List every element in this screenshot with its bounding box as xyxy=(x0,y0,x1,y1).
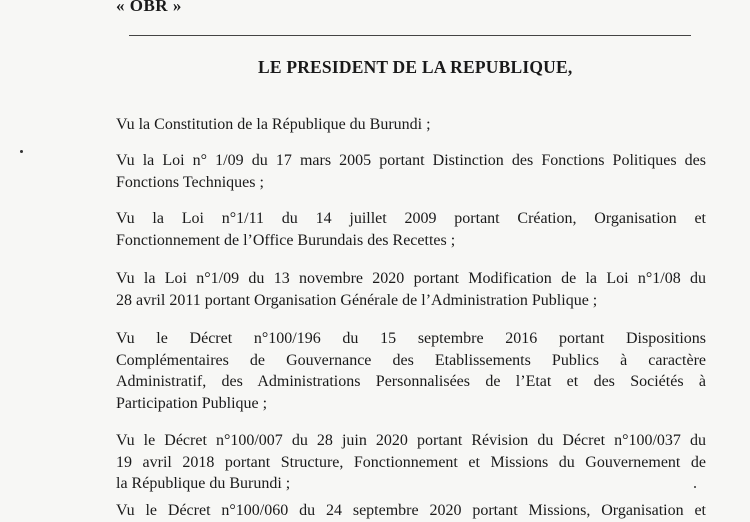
paragraph-line: Vu le Décret n°100/060 du 24 septembre 2020 portant Missions, Organisation et xyxy=(116,502,706,519)
paragraph-line: Vu la Loi n° 1/09 du 17 mars 2005 portant Distinction des Fonctions Politiques des xyxy=(116,152,706,169)
document-title: LE PRESIDENT DE LA REPUBLIQUE, xyxy=(258,57,573,77)
paragraph-loi-2020 xyxy=(116,268,706,311)
paragraph-line: Vu la Constitution de la République du Burundi ; xyxy=(116,116,431,133)
paragraph-loi-2005 xyxy=(116,150,706,193)
paragraph-line: 19 avril 2018 portant Structure, Fonctionnement et Missions du Gouvernement de xyxy=(116,453,706,471)
paragraph-line: Participation Publique ; xyxy=(116,394,268,412)
horizontal-rule xyxy=(129,35,691,36)
scan-speck xyxy=(694,486,696,488)
paragraph-line: Vu la Loi n°1/11 du 14 juillet 2009 portant Création, Organisation et xyxy=(116,210,706,227)
paragraph-loi-2009 xyxy=(116,208,706,251)
paragraph-line: la République du Burundi ; xyxy=(116,475,291,492)
scan-speck xyxy=(20,150,23,153)
paragraph-line: Vu le Décret n°100/196 du 15 septembre 2016 portant Dispositions xyxy=(116,330,706,347)
paragraph-line: 28 avril 2011 portant Organisation Générale de l’Administration Publique ; xyxy=(116,291,598,309)
paragraph-decret-2020-juin xyxy=(116,430,706,495)
paragraph-line: Fonctions Techniques ; xyxy=(116,173,264,191)
paragraph-line: Fonctionnement de l’Office Burundais des Recettes ; xyxy=(116,231,456,249)
header-acronym: « OBR » xyxy=(116,0,182,15)
paragraph-decret-2020-septembre xyxy=(116,500,706,522)
paragraph-line: Vu le Décret n°100/007 du 28 juin 2020 portant Révision du Décret n°100/037 du xyxy=(116,432,706,449)
paragraph-decret-2016 xyxy=(116,328,706,414)
paragraph-line: Vu la Loi n°1/09 du 13 novembre 2020 portant Modification de la Loi n°1/08 du xyxy=(116,270,706,287)
paragraph-line: Complémentaires de Gouvernance des Etablissements Publics à caractère xyxy=(116,351,706,369)
paragraph-line: Administratif, des Administrations Personnalisées de l’Etat et des Sociétés à xyxy=(116,373,706,390)
paragraph-constitution xyxy=(116,114,706,136)
